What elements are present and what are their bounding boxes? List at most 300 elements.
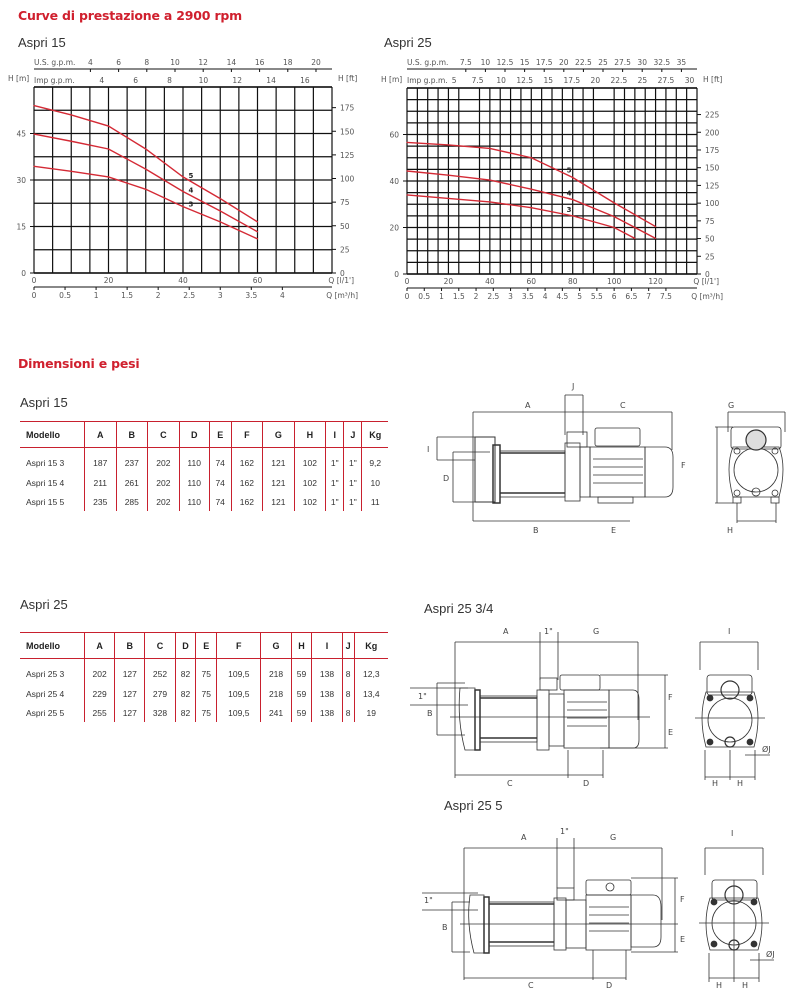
column-header-modello: Modello bbox=[26, 640, 60, 651]
column-header-a: A bbox=[85, 422, 117, 448]
top-imp-tick-label: 27.5 bbox=[657, 76, 675, 85]
x2-tick-label: 0.5 bbox=[59, 291, 72, 300]
column-header-j: J bbox=[344, 422, 362, 448]
data-point-5 bbox=[33, 105, 34, 106]
data-point-4 bbox=[257, 231, 258, 232]
top-imp-tick-label: 14 bbox=[266, 76, 276, 85]
value-cell-b: 285 bbox=[116, 492, 148, 511]
top-axis-imp-label: Imp g.p.m. bbox=[34, 76, 75, 85]
x2-tick-label: 0.5 bbox=[418, 292, 431, 301]
value-cell-h: 59 bbox=[291, 659, 312, 685]
dim-label-inch-top: 1" bbox=[560, 827, 569, 836]
value-cell-c: 202 bbox=[148, 473, 180, 492]
x2-tick-label: 3 bbox=[508, 292, 513, 301]
top-imp-tick-label: 10 bbox=[198, 76, 209, 85]
chart-title-aspri-15: Aspri 15 bbox=[18, 35, 66, 50]
x-axis-label: Q [l/1'] bbox=[328, 276, 354, 285]
top-axis-us-label: U.S. g.p.m. bbox=[34, 58, 76, 67]
top-us-tick-label: 4 bbox=[88, 58, 93, 67]
top-imp-tick-label: 7.5 bbox=[471, 76, 484, 85]
value-cell-c: 279 bbox=[145, 684, 175, 703]
data-point-3 bbox=[531, 207, 532, 208]
data-point-5 bbox=[220, 198, 221, 199]
x2-tick-label: 3.5 bbox=[521, 292, 534, 301]
dim-label-c: C bbox=[507, 779, 513, 788]
y-right-tick-label: 175 bbox=[340, 103, 355, 113]
dim-label-j: ØJ bbox=[762, 745, 771, 754]
y-right-tick-label: 175 bbox=[705, 145, 720, 155]
data-point-3 bbox=[145, 189, 146, 190]
value-cell-i: 1" bbox=[326, 448, 344, 474]
value-cell-d: 82 bbox=[175, 703, 196, 722]
data-point-4 bbox=[108, 148, 109, 149]
value-cell-h: 102 bbox=[294, 448, 326, 474]
x-tick-label: 40 bbox=[178, 276, 188, 285]
y-right-tick-label: 75 bbox=[340, 198, 350, 208]
x2-tick-label: 0 bbox=[31, 291, 37, 300]
value-cell-d: 82 bbox=[175, 684, 196, 703]
column-header-modello: Modello bbox=[26, 429, 60, 440]
top-us-tick-label: 7.5 bbox=[459, 58, 472, 67]
curve-label-5: 5 bbox=[188, 172, 194, 181]
top-imp-tick-label: 12.5 bbox=[516, 76, 534, 85]
dim-label-g: G bbox=[610, 833, 617, 842]
x2-tick-label: 5.5 bbox=[590, 292, 603, 301]
y-tick-label: 60 bbox=[389, 130, 399, 140]
dim-label-e: E bbox=[611, 526, 617, 535]
value-cell-kg: 9,2 bbox=[362, 448, 388, 474]
table-row bbox=[20, 448, 388, 474]
value-cell-kg: 13,4 bbox=[354, 684, 388, 703]
data-point-4 bbox=[182, 191, 183, 192]
value-cell-a: 229 bbox=[85, 684, 115, 703]
y-axis-label: H [m] bbox=[381, 75, 403, 84]
dim-label-g: G bbox=[728, 401, 735, 410]
column-header-d: D bbox=[175, 633, 196, 659]
dim-label-inch-side: 1" bbox=[418, 692, 427, 701]
value-cell-b: 127 bbox=[115, 684, 145, 703]
value-cell-d: 110 bbox=[179, 448, 209, 474]
data-point-3 bbox=[634, 238, 635, 239]
x2-tick-label: 0 bbox=[404, 292, 410, 301]
value-cell-f: 109,5 bbox=[217, 684, 261, 703]
model-cell: Aspri 15 4 bbox=[26, 477, 65, 488]
dim-label-i: I bbox=[427, 445, 430, 454]
data-point-5 bbox=[531, 157, 532, 158]
data-point-3 bbox=[614, 227, 615, 228]
value-cell-kg: 12,3 bbox=[354, 659, 388, 685]
y-right-axis-label: H [ft] bbox=[703, 75, 723, 84]
dim-label-d-side: D bbox=[443, 474, 450, 483]
value-cell-g: 121 bbox=[263, 492, 295, 511]
column-header-e: E bbox=[209, 422, 231, 448]
y-right-tick-label: 200 bbox=[705, 128, 720, 138]
table-title-aspri-25: Aspri 25 bbox=[20, 597, 68, 612]
top-imp-tick-label: 8 bbox=[167, 76, 172, 85]
table-header-row bbox=[20, 633, 388, 659]
column-header-h: H bbox=[291, 633, 312, 659]
data-point-5 bbox=[145, 148, 146, 149]
model-cell: Aspri 15 5 bbox=[26, 496, 65, 507]
table-title-aspri-15: Aspri 15 bbox=[20, 395, 68, 410]
data-point-4 bbox=[145, 169, 146, 170]
x2-tick-label: 1 bbox=[93, 291, 99, 300]
value-cell-i: 138 bbox=[312, 684, 342, 703]
dim-label-h-left: H bbox=[716, 981, 723, 990]
dim-label-b: B bbox=[427, 709, 433, 718]
top-us-tick-label: 22.5 bbox=[575, 58, 592, 67]
x2-tick-label: 2.5 bbox=[487, 292, 500, 301]
dim-label-b: B bbox=[533, 526, 539, 535]
value-cell-b: 127 bbox=[115, 703, 145, 722]
x2-tick-label: 7 bbox=[646, 292, 652, 301]
data-point-3 bbox=[182, 206, 183, 207]
value-cell-f: 162 bbox=[231, 492, 263, 511]
data-point-5 bbox=[572, 177, 573, 178]
value-cell-a: 211 bbox=[85, 473, 117, 492]
data-point-3 bbox=[71, 171, 72, 172]
dim-label-d: D bbox=[606, 981, 613, 990]
value-cell-j: 8 bbox=[342, 659, 354, 685]
x2-tick-label: 4 bbox=[542, 292, 548, 301]
data-point-5 bbox=[182, 176, 183, 177]
value-cell-f: 109,5 bbox=[217, 659, 261, 685]
column-header-c: C bbox=[145, 633, 175, 659]
drawing-title-aspri-25-5: Aspri 25 5 bbox=[444, 798, 503, 813]
drawing-title-aspri-25-3-4: Aspri 25 3/4 bbox=[424, 601, 494, 616]
y-tick-label: 0 bbox=[21, 269, 26, 278]
data-point-4 bbox=[489, 179, 490, 180]
data-point-5 bbox=[448, 144, 449, 145]
column-header-f: F bbox=[217, 633, 261, 659]
data-point-4 bbox=[71, 141, 72, 142]
data-point-5 bbox=[489, 148, 490, 149]
data-point-4 bbox=[614, 216, 615, 217]
x-tick-label: 0 bbox=[31, 276, 37, 285]
column-header-h: H bbox=[294, 422, 326, 448]
y-right-tick-label: 0 bbox=[705, 270, 710, 279]
column-header-g: G bbox=[261, 633, 291, 659]
top-us-tick-label: 12 bbox=[198, 58, 208, 67]
chart-aspri-15 bbox=[0, 55, 380, 305]
top-imp-tick-label: 5 bbox=[451, 76, 457, 85]
value-cell-b: 127 bbox=[115, 659, 145, 685]
y-right-tick-label: 125 bbox=[340, 150, 355, 160]
value-cell-a: 202 bbox=[85, 659, 115, 685]
value-cell-j: 8 bbox=[342, 684, 354, 703]
dim-label-h-right: H bbox=[742, 981, 749, 990]
y-right-tick-label: 100 bbox=[340, 174, 355, 184]
y-axis-label: H [m] bbox=[8, 74, 30, 83]
y-right-tick-label: 50 bbox=[340, 221, 350, 231]
x2-tick-label: 2 bbox=[155, 291, 161, 300]
data-point-5 bbox=[71, 114, 72, 115]
value-cell-b: 237 bbox=[116, 448, 148, 474]
x2-tick-label: 6 bbox=[611, 292, 617, 301]
value-cell-j: 1" bbox=[344, 448, 362, 474]
value-cell-c: 202 bbox=[148, 448, 180, 474]
dimensions-table-aspri-25 bbox=[20, 632, 388, 722]
dim-label-i: I bbox=[731, 829, 734, 838]
dim-label-f: F bbox=[680, 895, 685, 904]
x2-tick-label: 1 bbox=[439, 292, 444, 301]
data-point-3 bbox=[220, 221, 221, 222]
model-cell: Aspri 25 5 bbox=[26, 707, 65, 718]
x-axis-label: Q [l/1'] bbox=[693, 277, 719, 286]
dim-label-a: A bbox=[525, 401, 531, 410]
value-cell-i: 1" bbox=[326, 492, 344, 511]
table-row bbox=[20, 703, 388, 722]
value-cell-h: 102 bbox=[294, 492, 326, 511]
top-us-tick-label: 14 bbox=[226, 58, 237, 67]
y-right-tick-label: 150 bbox=[705, 163, 720, 173]
column-header-c: C bbox=[148, 422, 180, 448]
top-imp-tick-label: 15 bbox=[543, 76, 554, 85]
y-tick-label: 0 bbox=[394, 270, 399, 279]
y-right-tick-label: 25 bbox=[340, 245, 350, 255]
value-cell-a: 235 bbox=[85, 492, 117, 511]
value-cell-h: 102 bbox=[294, 473, 326, 492]
data-point-4 bbox=[33, 134, 34, 135]
x2-tick-label: 7.5 bbox=[659, 292, 672, 301]
value-cell-b: 261 bbox=[116, 473, 148, 492]
value-cell-e: 75 bbox=[196, 684, 217, 703]
column-header-kg: Kg bbox=[354, 633, 388, 659]
column-header-i: I bbox=[312, 633, 342, 659]
value-cell-kg: 19 bbox=[354, 703, 388, 722]
y-right-axis-label: H [ft] bbox=[338, 74, 358, 83]
column-header-b: B bbox=[116, 422, 148, 448]
top-us-tick-label: 17.5 bbox=[535, 58, 553, 67]
section-title-performance: Curve di prestazione a 2900 rpm bbox=[18, 8, 242, 23]
dim-label-e: E bbox=[680, 935, 686, 944]
dim-label-i: I bbox=[728, 627, 731, 636]
value-cell-e: 74 bbox=[209, 448, 231, 474]
x2-tick-label: 4.5 bbox=[556, 292, 569, 301]
y-right-tick-label: 50 bbox=[705, 234, 715, 244]
value-cell-a: 255 bbox=[85, 703, 115, 722]
dim-label-a: A bbox=[521, 833, 527, 842]
dim-label-h: H bbox=[727, 526, 734, 535]
value-cell-e: 74 bbox=[209, 492, 231, 511]
x-tick-label: 60 bbox=[252, 276, 263, 285]
top-imp-tick-label: 6 bbox=[133, 76, 138, 85]
x-tick-label: 20 bbox=[443, 277, 454, 286]
value-cell-d: 110 bbox=[179, 492, 209, 511]
value-cell-d: 82 bbox=[175, 659, 196, 685]
value-cell-f: 162 bbox=[231, 473, 263, 492]
y-right-tick-label: 75 bbox=[705, 216, 715, 226]
value-cell-i: 138 bbox=[312, 703, 342, 722]
table-row bbox=[20, 473, 388, 492]
column-header-f: F bbox=[231, 422, 263, 448]
y-right-tick-label: 25 bbox=[705, 252, 715, 262]
value-cell-g: 121 bbox=[263, 448, 295, 474]
top-us-tick-label: 8 bbox=[144, 58, 150, 67]
y-tick-label: 40 bbox=[389, 177, 399, 186]
x2-tick-label: 1.5 bbox=[452, 292, 465, 301]
dim-label-f: F bbox=[681, 461, 686, 470]
chart-title-aspri-25: Aspri 25 bbox=[384, 35, 432, 50]
column-header-e: E bbox=[196, 633, 217, 659]
data-point-3 bbox=[448, 198, 449, 199]
y-right-tick-label: 150 bbox=[340, 127, 355, 137]
y-tick-label: 15 bbox=[16, 222, 26, 232]
table-row bbox=[20, 659, 388, 685]
x2-axis-label: Q [m³/h] bbox=[326, 291, 358, 300]
x-tick-label: 80 bbox=[567, 277, 578, 286]
value-cell-g: 121 bbox=[263, 473, 295, 492]
top-imp-tick-label: 16 bbox=[300, 76, 310, 85]
top-us-tick-label: 10 bbox=[170, 58, 180, 67]
column-header-d: D bbox=[179, 422, 209, 448]
table-header-row bbox=[20, 422, 388, 448]
model-cell: Aspri 15 3 bbox=[26, 457, 65, 468]
data-point-5 bbox=[614, 202, 615, 203]
dim-label-d: D bbox=[583, 779, 590, 788]
x2-tick-label: 5 bbox=[577, 292, 583, 301]
value-cell-h: 59 bbox=[291, 684, 312, 703]
curve-label-4: 4 bbox=[566, 189, 572, 198]
x2-tick-label: 2.5 bbox=[183, 291, 196, 300]
top-us-tick-label: 30 bbox=[637, 58, 647, 67]
top-us-tick-label: 25 bbox=[598, 58, 608, 67]
value-cell-c: 328 bbox=[145, 703, 175, 722]
table-row bbox=[20, 492, 388, 511]
value-cell-i: 138 bbox=[312, 659, 342, 685]
dim-label-c: C bbox=[620, 401, 626, 410]
top-us-tick-label: 35 bbox=[676, 58, 687, 67]
column-header-i: I bbox=[326, 422, 344, 448]
data-point-4 bbox=[406, 170, 407, 171]
drawing-aspri-15 bbox=[415, 375, 790, 539]
dim-label-e: E bbox=[668, 728, 674, 737]
value-cell-g: 218 bbox=[261, 684, 291, 703]
column-header-b: B bbox=[115, 633, 145, 659]
column-header-a: A bbox=[85, 633, 115, 659]
value-cell-f: 109,5 bbox=[217, 703, 261, 722]
data-point-5 bbox=[108, 125, 109, 126]
value-cell-e: 75 bbox=[196, 659, 217, 685]
dim-label-j: ØJ bbox=[766, 950, 775, 959]
top-us-tick-label: 27.5 bbox=[614, 58, 631, 67]
chart-aspri-25 bbox=[370, 55, 793, 305]
x2-tick-label: 6.5 bbox=[625, 292, 638, 301]
value-cell-j: 1" bbox=[344, 492, 362, 511]
x-tick-label: 0 bbox=[404, 277, 410, 286]
x2-tick-label: 1.5 bbox=[121, 291, 134, 300]
drawing-aspri-25-5 bbox=[410, 820, 793, 999]
table-row bbox=[20, 684, 388, 703]
value-cell-kg: 11 bbox=[362, 492, 388, 511]
top-imp-tick-label: 17.5 bbox=[563, 76, 581, 85]
data-point-4 bbox=[448, 175, 449, 176]
y-right-tick-label: 125 bbox=[705, 181, 720, 191]
dim-label-j: J bbox=[572, 382, 575, 391]
value-cell-c: 252 bbox=[145, 659, 175, 685]
x2-tick-label: 2 bbox=[473, 292, 479, 301]
value-cell-a: 187 bbox=[85, 448, 117, 474]
top-axis-us-label: U.S. g.p.m. bbox=[407, 58, 449, 67]
model-cell: Aspri 25 3 bbox=[26, 668, 65, 679]
dim-label-f: F bbox=[668, 693, 673, 702]
dim-label-a: A bbox=[503, 627, 509, 636]
top-imp-tick-label: 4 bbox=[99, 76, 105, 85]
dim-label-h-right: H bbox=[737, 779, 744, 788]
x2-tick-label: 3 bbox=[217, 291, 223, 300]
value-cell-f: 162 bbox=[231, 448, 263, 474]
top-us-tick-label: 12.5 bbox=[496, 58, 514, 67]
top-imp-tick-label: 22.5 bbox=[610, 76, 628, 85]
value-cell-h: 59 bbox=[291, 703, 312, 722]
x2-tick-label: 3.5 bbox=[245, 291, 258, 300]
data-point-3 bbox=[406, 194, 407, 195]
dim-label-h-left: H bbox=[712, 779, 719, 788]
dim-label-g: G bbox=[593, 627, 600, 636]
value-cell-g: 218 bbox=[261, 659, 291, 685]
top-us-tick-label: 10 bbox=[480, 58, 491, 67]
x-tick-label: 120 bbox=[648, 277, 663, 286]
column-header-j: J bbox=[342, 633, 354, 659]
dim-label-b: B bbox=[442, 923, 448, 932]
data-point-5 bbox=[257, 221, 258, 222]
value-cell-e: 75 bbox=[196, 703, 217, 722]
dim-label-c: C bbox=[528, 981, 534, 990]
top-us-tick-label: 20 bbox=[559, 58, 569, 67]
top-axis-imp-label: Imp g.p.m. bbox=[407, 76, 448, 85]
data-point-3 bbox=[33, 166, 34, 167]
value-cell-i: 1" bbox=[326, 473, 344, 492]
dimensions-table-aspri-15 bbox=[20, 421, 388, 511]
model-cell: Aspri 25 4 bbox=[26, 688, 65, 699]
curve-label-5: 5 bbox=[566, 166, 572, 175]
top-us-tick-label: 15 bbox=[519, 58, 530, 67]
x2-axis-label: Q [m³/h] bbox=[691, 292, 723, 301]
value-cell-c: 202 bbox=[148, 492, 180, 511]
value-cell-j: 1" bbox=[344, 473, 362, 492]
data-point-4 bbox=[220, 210, 221, 211]
data-point-5 bbox=[655, 226, 656, 227]
x2-tick-label: 4 bbox=[279, 291, 285, 300]
dim-label-inch-side: 1" bbox=[424, 896, 433, 905]
y-right-tick-label: 225 bbox=[705, 110, 720, 120]
column-header-kg: Kg bbox=[362, 422, 388, 448]
x-tick-label: 100 bbox=[606, 277, 622, 286]
top-imp-tick-label: 20 bbox=[590, 76, 601, 85]
x-tick-label: 60 bbox=[526, 277, 537, 286]
data-point-3 bbox=[108, 176, 109, 177]
data-point-3 bbox=[489, 201, 490, 202]
data-point-5 bbox=[406, 142, 407, 143]
value-cell-kg: 10 bbox=[362, 473, 388, 492]
section-title-dimensions: Dimensioni e pesi bbox=[18, 356, 140, 371]
drawing-aspri-25-3-4 bbox=[410, 620, 793, 794]
value-cell-d: 110 bbox=[179, 473, 209, 492]
data-point-3 bbox=[572, 215, 573, 216]
top-imp-tick-label: 12 bbox=[232, 76, 242, 85]
top-imp-tick-label: 10 bbox=[496, 76, 506, 85]
top-us-tick-label: 18 bbox=[283, 58, 293, 67]
x-tick-label: 40 bbox=[485, 277, 495, 286]
value-cell-e: 74 bbox=[209, 473, 231, 492]
column-header-g: G bbox=[263, 422, 295, 448]
top-imp-tick-label: 30 bbox=[684, 76, 695, 85]
top-us-tick-label: 16 bbox=[254, 58, 265, 67]
curve-label-4: 4 bbox=[188, 186, 194, 195]
x-tick-label: 20 bbox=[103, 276, 114, 285]
top-us-tick-label: 32.5 bbox=[653, 58, 671, 67]
top-us-tick-label: 6 bbox=[116, 58, 121, 67]
